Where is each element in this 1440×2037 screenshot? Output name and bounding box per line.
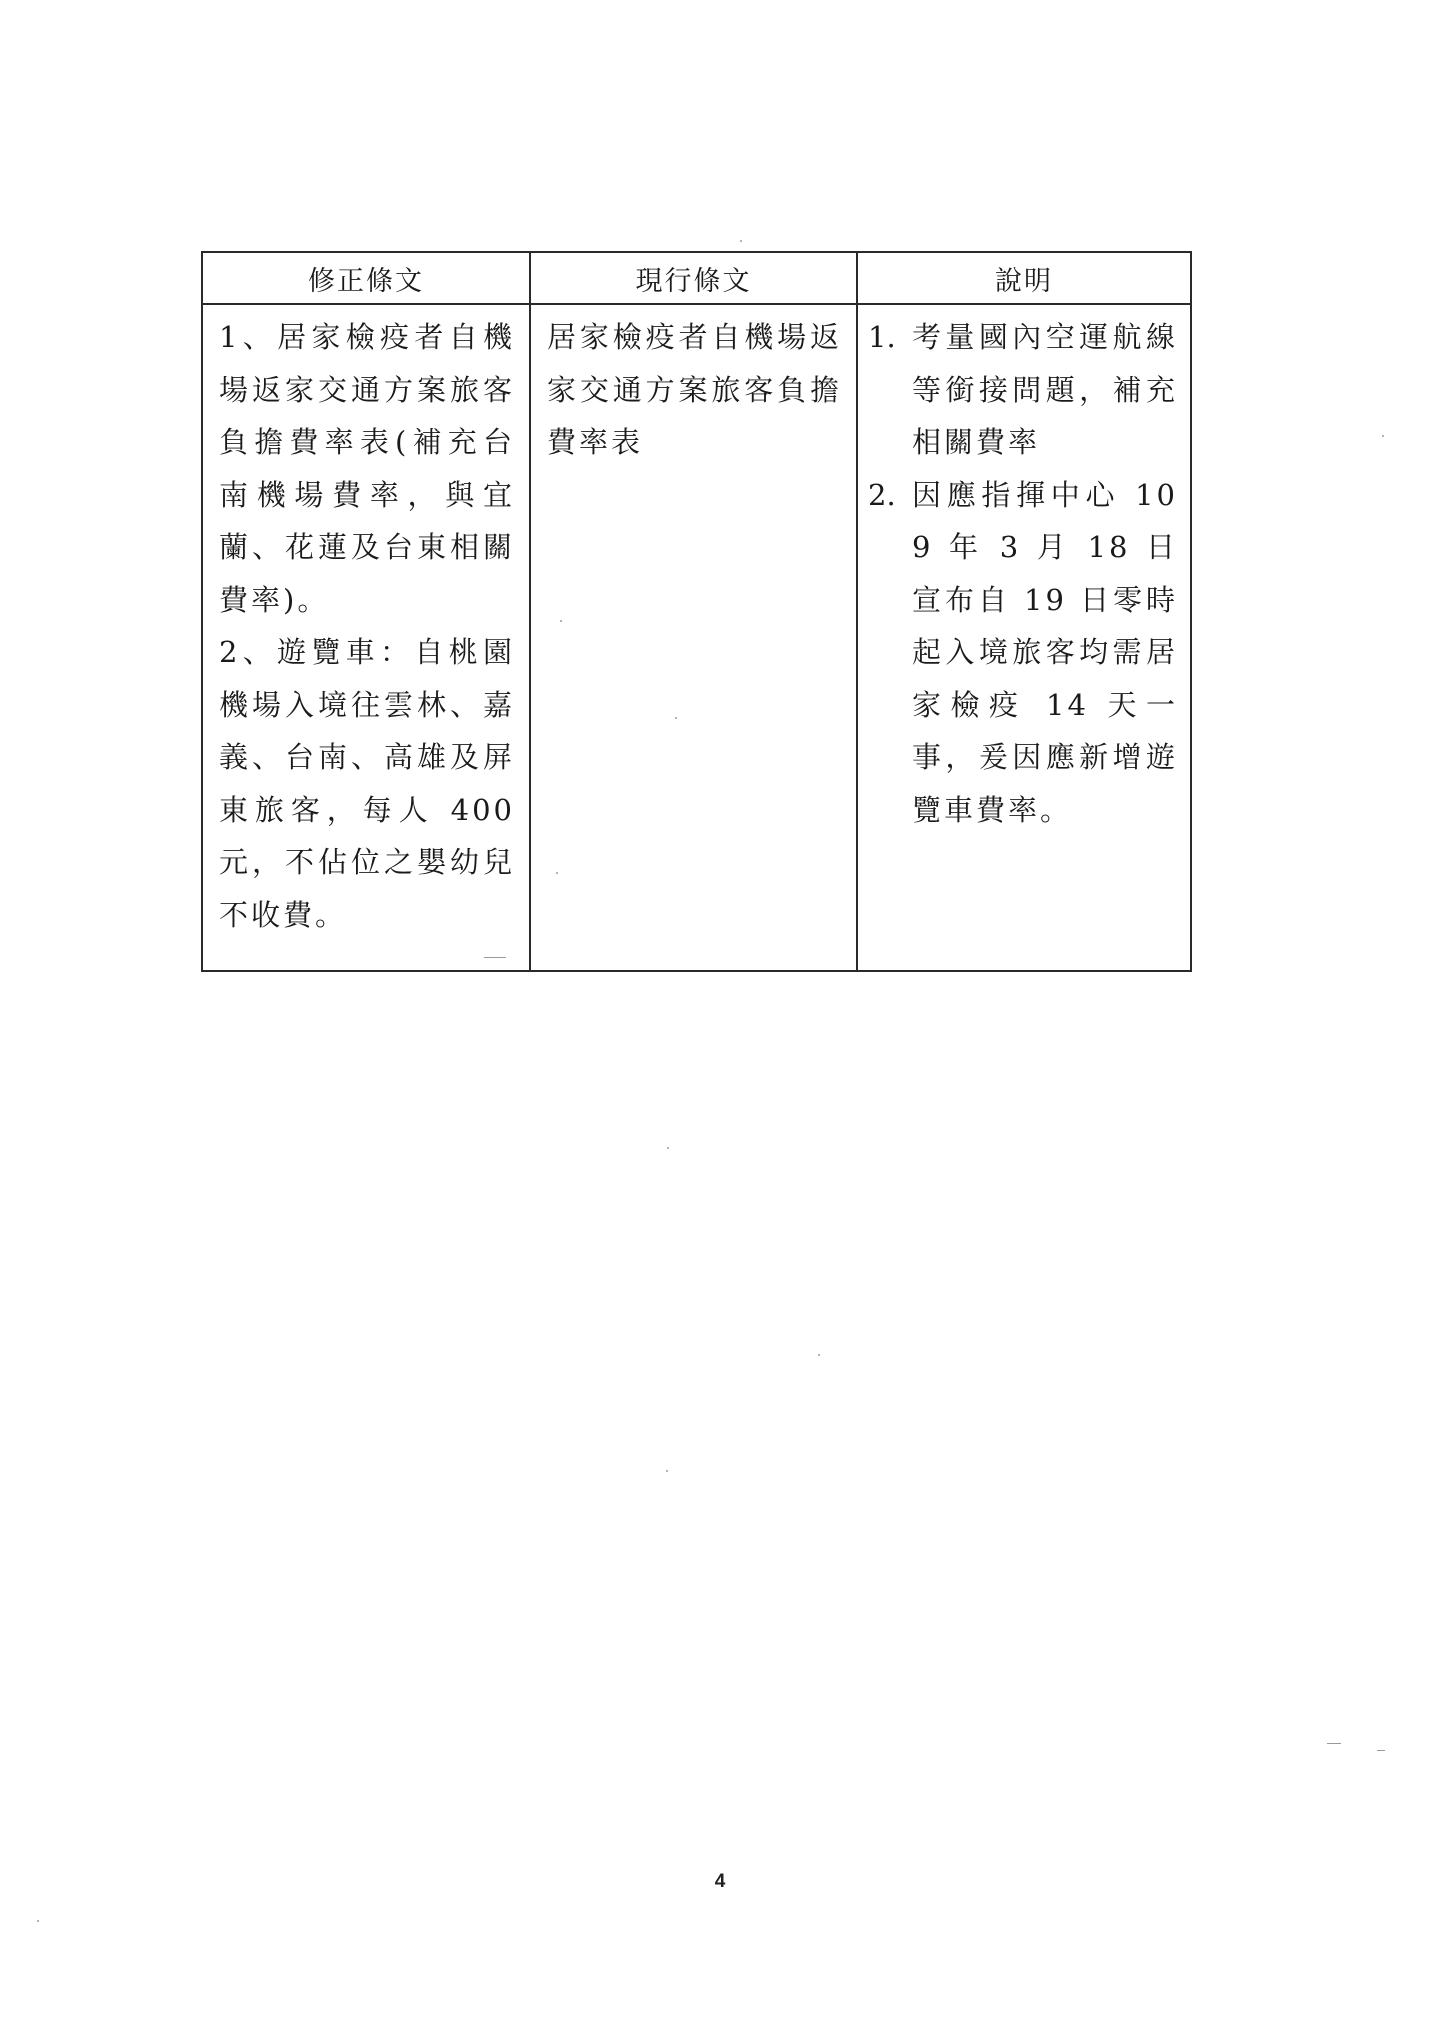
table-row — [202, 304, 1191, 971]
scan-speck — [818, 1354, 820, 1356]
explanation-list — [868, 311, 1178, 836]
scan-speck — [667, 1147, 669, 1149]
header-explanation: 說明 — [857, 252, 1191, 304]
explanation-item-1 — [868, 311, 1178, 469]
explanation-item-2 — [868, 469, 1178, 837]
scan-speck — [556, 872, 558, 874]
table-header-row — [202, 252, 1191, 304]
explanation-item-text: 因應指揮中心 109 年 3 月 18 日宣布自 19 日零時起入境旅客均需居家檢疫 14 天一事，爰因應新增遊覽車費率。 — [912, 477, 1178, 827]
explanation-item-text: 考量國內空運航線等銜接問題，補充相關費率 — [912, 320, 1178, 459]
scan-speck — [1327, 1743, 1341, 1744]
scan-speck — [484, 957, 506, 958]
explanation-item-number: 2. — [868, 477, 896, 512]
explanation-item-number: 1. — [868, 320, 896, 354]
page-number: 4 — [714, 1871, 726, 1892]
scan-speck — [1382, 435, 1384, 437]
scan-speck — [666, 1470, 668, 1472]
amendment-comparison-table — [201, 251, 1192, 972]
current-provision-text: 居家檢疫者自機場返家交通方案旅客負擔費率表 — [547, 320, 842, 459]
amended-paragraph-2: 2、遊覽車：自桃園機場入境往雲林、嘉義、台南、高雄及屏東旅客，每人 400 元，不佔位之嬰幼兒不收費。 — [219, 635, 515, 932]
scan-speck — [37, 1920, 39, 1922]
explanation-cell — [857, 304, 1191, 971]
scan-speck — [740, 240, 742, 242]
header-amended-provision: 修正條文 — [202, 252, 530, 304]
scan-speck — [675, 717, 677, 719]
scan-speck — [1377, 1750, 1385, 1751]
scan-speck — [560, 620, 562, 622]
header-current-provision: 現行條文 — [530, 252, 857, 304]
amended-provision-cell — [202, 304, 530, 971]
current-provision-cell — [530, 304, 857, 971]
amended-paragraph-1: 1、居家檢疫者自機場返家交通方案旅客負擔費率表(補充台南機場費率，與宜蘭、花蓮及台東相關費率)。 — [219, 320, 515, 617]
